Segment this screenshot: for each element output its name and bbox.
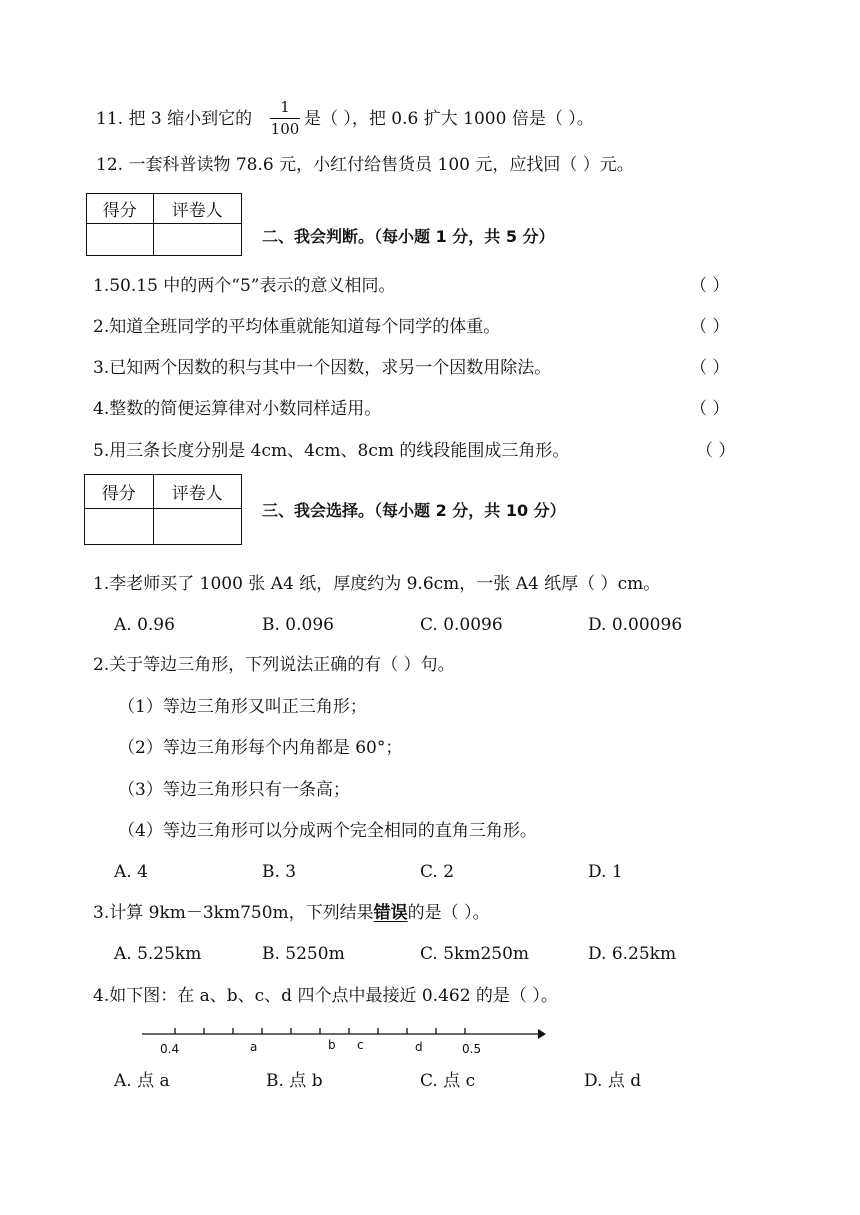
judge-item-3: 3.已知两个因数的积与其中一个因数，求另一个因数用除法。: [93, 358, 552, 378]
choice-q4-option-d[interactable]: D. 点 d: [584, 1071, 642, 1091]
choice-q2-statement-3: （3）等边三角形只有一条高；: [118, 780, 350, 800]
choice-q1-option-a[interactable]: A. 0.96: [114, 615, 175, 635]
choice-q3-stem-post: 的是（ ）。: [407, 903, 490, 923]
arrow-right-icon: [538, 1029, 546, 1039]
section3-title: 三、我会选择。（每小题 2 分，共 10 分）: [262, 501, 566, 520]
choice-q3-option-b[interactable]: B. 5250m: [262, 944, 345, 964]
choice-q2-option-d[interactable]: D. 1: [588, 862, 623, 882]
choice-q2-statement-4: （4）等边三角形可以分成两个完全相同的直角三角形。: [118, 821, 537, 841]
judge-paren-4[interactable]: （ ）: [690, 399, 730, 419]
score-label: 得分: [85, 475, 154, 509]
score-cell[interactable]: [87, 224, 154, 256]
choice-q1-stem: 1.李老师买了 1000 张 A4 纸，厚度约为 9.6cm，一张 A4 纸厚（ ）cm。: [93, 574, 661, 594]
choice-q1-option-b[interactable]: B. 0.096: [262, 615, 334, 635]
choice-q3-option-a[interactable]: A. 5.25km: [114, 944, 202, 964]
q11-text-post: 是（ ），把 0.6 扩大 1000 倍是（ ）。: [304, 109, 594, 129]
score-cell[interactable]: [85, 509, 154, 545]
choice-q2-stem: 2.关于等边三角形，下列说法正确的有（ ）句。: [93, 655, 455, 675]
fraction-denominator: 100: [270, 120, 300, 138]
q11-text-pre: 11. 把 3 缩小到它的: [96, 109, 253, 129]
section2-title: 二、我会判断。（每小题 1 分，共 5 分）: [262, 227, 555, 246]
judge-item-1: 1.50.15 中的两个“5”表示的意义相同。: [93, 276, 396, 296]
grader-cell[interactable]: [153, 224, 241, 256]
number-line-label-c: c: [357, 1038, 364, 1052]
number-line-label-d: d: [415, 1040, 423, 1054]
judge-paren-2[interactable]: （ ）: [690, 317, 730, 337]
judge-paren-5[interactable]: （ ）: [696, 441, 736, 461]
number-line-label-b: b: [328, 1038, 336, 1052]
choice-q1-option-d[interactable]: D. 0.00096: [588, 615, 683, 635]
choice-q4-option-b[interactable]: B. 点 b: [266, 1071, 323, 1091]
number-line-ticks: [175, 1028, 465, 1034]
q11-fraction: [270, 100, 300, 137]
choice-q3-option-c[interactable]: C. 5km250m: [420, 944, 530, 964]
number-line-figure: [136, 1023, 556, 1059]
number-line-label-end: 0.5: [462, 1042, 482, 1056]
judge-item-2: 2.知道全班同学的平均体重就能知道每个同学的体重。: [93, 317, 501, 337]
choice-q4-option-c[interactable]: C. 点 c: [420, 1071, 476, 1091]
grader-label: 评卷人: [153, 475, 241, 509]
grader-label: 评卷人: [153, 194, 241, 224]
choice-q2-option-b[interactable]: B. 3: [262, 862, 297, 882]
choice-q2-statement-2: （2）等边三角形每个内角都是 60°；: [118, 738, 403, 758]
choice-q1-option-c[interactable]: C. 0.0096: [420, 615, 503, 635]
choice-q4-option-a[interactable]: A. 点 a: [114, 1071, 170, 1091]
choice-q4-stem: 4.如下图：在 a、b、c、d 四个点中最接近 0.462 的是（ ）。: [93, 986, 558, 1006]
choice-q3-stem-pre: 3.计算 9km－3km750m，下列结果: [93, 903, 374, 923]
q12-text: 12. 一套科普读物 78.6 元，小红付给售货员 100 元，应找回（ ）元。: [96, 155, 634, 175]
score-table-section2: [86, 193, 242, 256]
grader-cell[interactable]: [153, 509, 241, 545]
choice-q2-statement-1: （1）等边三角形又叫正三角形；: [118, 697, 367, 717]
score-table-section3: [84, 474, 242, 545]
judge-item-5: 5.用三条长度分别是 4cm、4cm、8cm 的线段能围成三角形。: [93, 441, 570, 461]
number-line-label-a: a: [250, 1040, 258, 1054]
judge-paren-1[interactable]: （ ）: [690, 276, 730, 296]
judge-item-4: 4.整数的简便运算律对小数同样适用。: [93, 399, 382, 419]
fraction-numerator: 1: [280, 98, 290, 116]
choice-q2-option-a[interactable]: A. 4: [114, 862, 148, 882]
choice-q2-option-c[interactable]: C. 2: [420, 862, 455, 882]
score-label: 得分: [87, 194, 154, 224]
choice-q3-stem: [93, 905, 490, 922]
choice-q3-option-d[interactable]: D. 6.25km: [588, 944, 677, 964]
number-line-label-start: 0.4: [160, 1042, 180, 1056]
judge-paren-3[interactable]: （ ）: [690, 358, 730, 378]
choice-q3-emphasis: 错误: [373, 903, 408, 923]
